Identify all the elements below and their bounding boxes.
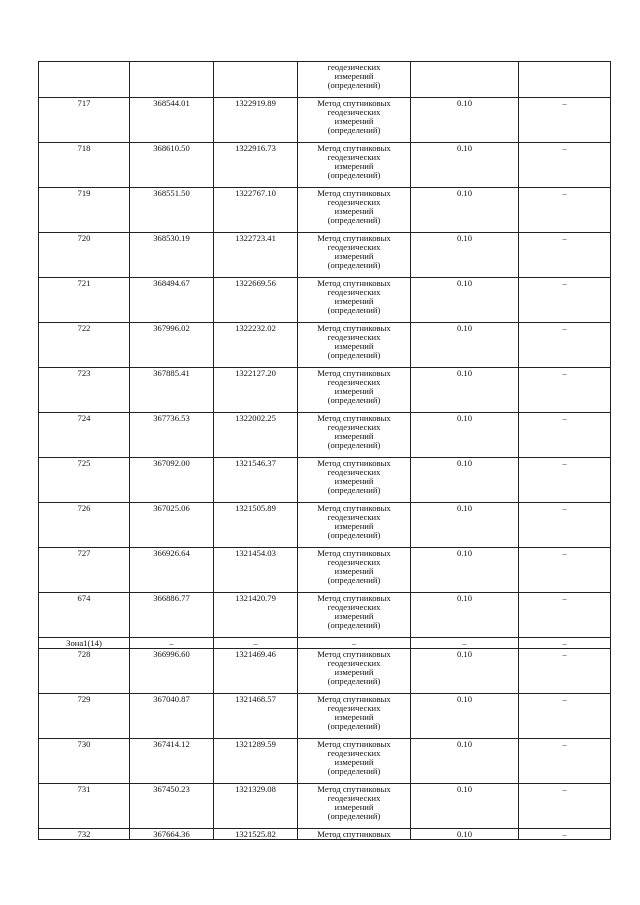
y-coordinate-cell: 1322232.02 <box>214 323 298 368</box>
x-coordinate-cell: 368544.01 <box>130 98 214 143</box>
method-line: Метод спутниковых <box>317 739 391 749</box>
method-line: Метод спутниковых <box>317 413 391 423</box>
description-cell: – <box>519 649 611 694</box>
y-coordinate-cell: 1322723.41 <box>214 233 298 278</box>
method-line: геодезических <box>327 602 381 612</box>
y-coordinate-cell: 1322919.89 <box>214 98 298 143</box>
zone-row <box>39 638 611 649</box>
y-coordinate-cell: 1321505.89 <box>214 503 298 548</box>
accuracy-cell: 0.10 <box>411 593 519 638</box>
method-line: геодезических <box>327 197 381 207</box>
method-line: измерений <box>334 341 374 351</box>
x-coordinate-cell: 367040.87 <box>130 694 214 739</box>
method-line: (определений) <box>327 575 381 585</box>
point-number-cell: 726 <box>39 503 130 548</box>
zone-label-cell: Зона1(14) <box>39 638 130 649</box>
description-cell: – <box>519 638 611 649</box>
method-line: геодезических <box>327 62 381 72</box>
description-cell: – <box>519 548 611 593</box>
method-line: измерений <box>334 476 374 486</box>
description-cell: – <box>519 143 611 188</box>
method-cell <box>298 233 411 278</box>
description-cell: – <box>519 323 611 368</box>
table-row <box>39 233 611 278</box>
method-line: геодезических <box>327 512 381 522</box>
accuracy-cell: 0.10 <box>411 413 519 458</box>
method-line: измерений <box>334 386 374 396</box>
method-line: Метод спутниковых <box>317 548 391 558</box>
method-line: измерений <box>334 611 374 621</box>
method-cell <box>298 739 411 784</box>
method-line: геодезических <box>327 748 381 758</box>
method-line: геодезических <box>327 467 381 477</box>
point-number-cell: 728 <box>39 649 130 694</box>
accuracy-cell: 0.10 <box>411 503 519 548</box>
point-number-cell: 674 <box>39 593 130 638</box>
x-coordinate-cell: 367025.06 <box>130 503 214 548</box>
x-coordinate-cell: 367664.36 <box>130 829 214 840</box>
table-row <box>39 413 611 458</box>
point-number-cell: 721 <box>39 278 130 323</box>
method-cell <box>298 98 411 143</box>
table-row <box>39 739 611 784</box>
x-coordinate-cell: 366996.60 <box>130 649 214 694</box>
accuracy-cell: 0.10 <box>411 368 519 413</box>
table-row <box>39 458 611 503</box>
point-number-cell: 732 <box>39 829 130 840</box>
y-coordinate-cell: 1322669.56 <box>214 278 298 323</box>
method-line: Метод спутниковых <box>317 323 391 333</box>
point-number-cell: 729 <box>39 694 130 739</box>
coordinates-table-body <box>39 62 611 840</box>
description-cell: – <box>519 233 611 278</box>
method-line: (определений) <box>327 215 381 225</box>
accuracy-cell: – <box>411 638 519 649</box>
method-line: (определений) <box>327 170 381 180</box>
table-row <box>39 188 611 233</box>
description-cell: – <box>519 98 611 143</box>
method-line: (определений) <box>327 80 381 90</box>
point-number-cell: 720 <box>39 233 130 278</box>
point-number-cell: 727 <box>39 548 130 593</box>
accuracy-cell: 0.10 <box>411 278 519 323</box>
method-cell <box>298 323 411 368</box>
method-cell <box>298 413 411 458</box>
y-coordinate-cell: 1321546.37 <box>214 458 298 503</box>
y-coordinate-cell: 1321329.08 <box>214 784 298 829</box>
method-line: измерений <box>334 71 374 81</box>
x-coordinate-cell: 366886.77 <box>130 593 214 638</box>
method-cell <box>298 143 411 188</box>
point-number-cell: 717 <box>39 98 130 143</box>
table-row <box>39 143 611 188</box>
method-line: измерений <box>334 566 374 576</box>
method-line: Метод спутниковых <box>317 593 391 603</box>
y-coordinate-cell: 1322127.20 <box>214 368 298 413</box>
method-cell <box>298 278 411 323</box>
point-number-cell: 731 <box>39 784 130 829</box>
y-coordinate-cell: 1321289.59 <box>214 739 298 784</box>
method-line: (определений) <box>327 125 381 135</box>
description-cell: – <box>519 784 611 829</box>
method-line: измерений <box>334 206 374 216</box>
table-row <box>39 323 611 368</box>
accuracy-cell: 0.10 <box>411 458 519 503</box>
method-line: Метод спутниковых <box>317 368 391 378</box>
table-row <box>39 548 611 593</box>
method-line: геодезических <box>327 332 381 342</box>
accuracy-cell: 0.10 <box>411 694 519 739</box>
point-number-cell: 722 <box>39 323 130 368</box>
method-line: геодезических <box>327 557 381 567</box>
table-row <box>39 62 611 98</box>
x-coordinate-cell: 366926.64 <box>130 548 214 593</box>
description-cell: – <box>519 188 611 233</box>
method-line: геодезических <box>327 107 381 117</box>
method-line: Метод спутниковых <box>317 188 391 198</box>
method-cell <box>298 62 411 98</box>
method-cell <box>298 649 411 694</box>
method-line: Метод спутниковых <box>317 694 391 704</box>
method-line: Метод спутниковых <box>317 278 391 288</box>
y-coordinate-cell <box>214 62 298 98</box>
point-number-cell: 730 <box>39 739 130 784</box>
method-line: измерений <box>334 251 374 261</box>
method-line: геодезических <box>327 422 381 432</box>
table-row <box>39 829 611 840</box>
table-row <box>39 694 611 739</box>
method-line: измерений <box>334 431 374 441</box>
method-line: измерений <box>334 712 374 722</box>
accuracy-cell: 0.10 <box>411 98 519 143</box>
table-row <box>39 593 611 638</box>
method-line: измерений <box>334 802 374 812</box>
method-line: Метод спутниковых <box>317 98 391 108</box>
x-coordinate-cell: 367450.23 <box>130 784 214 829</box>
x-coordinate-cell: 368530.19 <box>130 233 214 278</box>
accuracy-cell: 0.10 <box>411 829 519 840</box>
point-number-cell: 719 <box>39 188 130 233</box>
x-coordinate-cell: 367885.41 <box>130 368 214 413</box>
y-coordinate-cell: 1321420.79 <box>214 593 298 638</box>
method-line: Метод спутниковых <box>317 143 391 153</box>
x-coordinate-cell: 368494.67 <box>130 278 214 323</box>
method-cell <box>298 694 411 739</box>
description-cell <box>519 62 611 98</box>
method-line: (определений) <box>327 620 381 630</box>
method-cell <box>298 188 411 233</box>
method-line: (определений) <box>327 395 381 405</box>
x-coordinate-cell: 367092.00 <box>130 458 214 503</box>
method-line: (определений) <box>327 485 381 495</box>
description-cell: – <box>519 503 611 548</box>
point-number-cell: 723 <box>39 368 130 413</box>
accuracy-cell: 0.10 <box>411 233 519 278</box>
method-line: (определений) <box>327 305 381 315</box>
accuracy-cell: 0.10 <box>411 548 519 593</box>
method-line: геодезических <box>327 377 381 387</box>
y-coordinate-cell: – <box>214 638 298 649</box>
method-line: измерений <box>334 116 374 126</box>
x-coordinate-cell: 367736.53 <box>130 413 214 458</box>
accuracy-cell: 0.10 <box>411 784 519 829</box>
table-row <box>39 503 611 548</box>
method-line: геодезических <box>327 793 381 803</box>
method-line: (определений) <box>327 260 381 270</box>
method-line: Метод спутниковых <box>317 784 391 794</box>
y-coordinate-cell: 1321468.57 <box>214 694 298 739</box>
method-line: измерений <box>334 161 374 171</box>
method-line: (определений) <box>327 721 381 731</box>
y-coordinate-cell: 1322002.25 <box>214 413 298 458</box>
point-number-cell: 718 <box>39 143 130 188</box>
y-coordinate-cell: 1322767.10 <box>214 188 298 233</box>
table-row <box>39 278 611 323</box>
accuracy-cell: 0.10 <box>411 323 519 368</box>
description-cell: – <box>519 413 611 458</box>
description-cell: – <box>519 739 611 784</box>
x-coordinate-cell <box>130 62 214 98</box>
accuracy-cell: 0.10 <box>411 649 519 694</box>
table-row <box>39 649 611 694</box>
description-cell: – <box>519 278 611 323</box>
method-line: (определений) <box>327 766 381 776</box>
method-cell <box>298 503 411 548</box>
y-coordinate-cell: 1321454.03 <box>214 548 298 593</box>
method-line: Метод спутниковых <box>317 649 391 659</box>
method-cell: Метод спутниковых <box>298 829 411 840</box>
method-cell <box>298 458 411 503</box>
accuracy-cell: 0.10 <box>411 143 519 188</box>
accuracy-cell: 0.10 <box>411 188 519 233</box>
x-coordinate-cell: 367414.12 <box>130 739 214 784</box>
method-line: Метод спутниковых <box>317 233 391 243</box>
method-line: геодезических <box>327 658 381 668</box>
description-cell: – <box>519 368 611 413</box>
accuracy-cell <box>411 62 519 98</box>
description-cell: – <box>519 694 611 739</box>
method-line: измерений <box>334 667 374 677</box>
method-line: (определений) <box>327 440 381 450</box>
y-coordinate-cell: 1322916.73 <box>214 143 298 188</box>
table-row <box>39 368 611 413</box>
description-cell: – <box>519 829 611 840</box>
point-number-cell: 724 <box>39 413 130 458</box>
accuracy-cell: 0.10 <box>411 739 519 784</box>
method-line: Метод спутниковых <box>317 503 391 513</box>
method-line: измерений <box>334 521 374 531</box>
description-cell: – <box>519 458 611 503</box>
method-line: (определений) <box>327 811 381 821</box>
table-row <box>39 784 611 829</box>
x-coordinate-cell: 368610.50 <box>130 143 214 188</box>
y-coordinate-cell: 1321525.82 <box>214 829 298 840</box>
method-cell: – <box>298 638 411 649</box>
y-coordinate-cell: 1321469.46 <box>214 649 298 694</box>
coordinates-table <box>38 61 611 840</box>
method-line: Метод спутниковых <box>317 458 391 468</box>
method-cell <box>298 784 411 829</box>
method-line: геодезических <box>327 287 381 297</box>
method-line: геодезических <box>327 703 381 713</box>
point-number-cell <box>39 62 130 98</box>
x-coordinate-cell: – <box>130 638 214 649</box>
method-cell <box>298 593 411 638</box>
method-line: измерений <box>334 296 374 306</box>
table-row <box>39 98 611 143</box>
method-line: геодезических <box>327 152 381 162</box>
method-line: (определений) <box>327 530 381 540</box>
method-line: измерений <box>334 757 374 767</box>
method-cell <box>298 368 411 413</box>
x-coordinate-cell: 368551.50 <box>130 188 214 233</box>
x-coordinate-cell: 367996.02 <box>130 323 214 368</box>
method-line: (определений) <box>327 350 381 360</box>
description-cell: – <box>519 593 611 638</box>
point-number-cell: 725 <box>39 458 130 503</box>
method-line: геодезических <box>327 242 381 252</box>
method-line: (определений) <box>327 676 381 686</box>
method-cell <box>298 548 411 593</box>
